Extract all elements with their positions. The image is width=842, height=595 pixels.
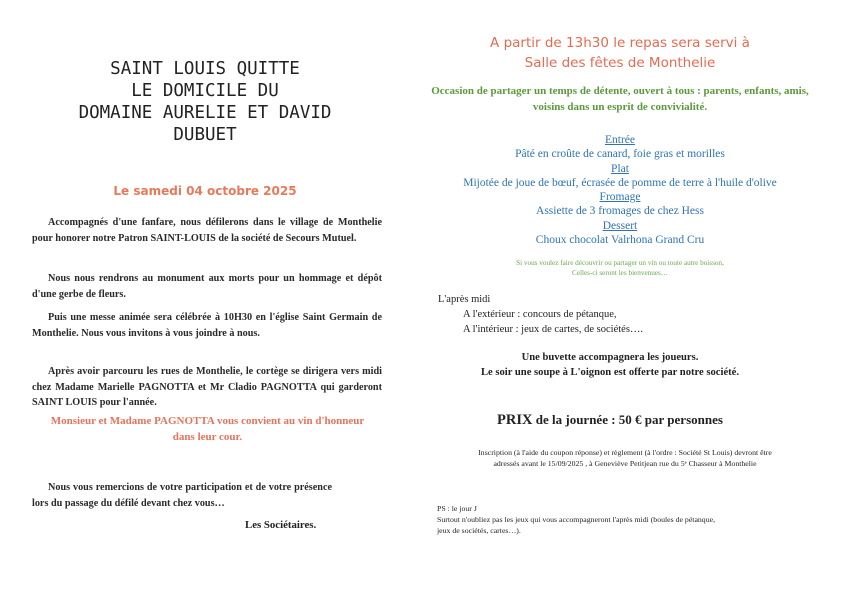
paragraph-messe: Puis une messe animée sera célébrée à 10H30 en l'église Saint Germain de Monthelie. Nous vous invitons à vous joindre à nous. xyxy=(32,312,382,339)
price-text: de la journée : 50 € par personnes xyxy=(532,412,723,427)
menu xyxy=(420,133,820,247)
paragraph-fanfare: Accompagnés d'une fanfare, nous défilerons dans le village de Monthelie pour honorer notre Patron SAINT-LOUIS de la société de Secours Mutuel. xyxy=(32,217,382,244)
afternoon-activities xyxy=(438,292,818,338)
paragraph-monument: Nous nous rendrons au monument aux morts pour un hommage et dépôt d'une gerbe de fleurs. xyxy=(32,273,382,300)
paragraph-cortege: Après avoir parcouru les rues de Monthelie, le cortège se dirigera vers midi chez Madame Marielle PAGNOTTA et Mr Cladio PAGNOTTA qui garderont SAINT LOUIS pour l'année. xyxy=(32,366,382,408)
meal-announcement: A partir de 13h30 le repas sera servi à Salle des fêtes de Monthelie xyxy=(490,35,750,71)
paragraph-thanks: Nous vous remercions de votre participation et de votre présence lors du passage du défilé devant chez vous… xyxy=(32,482,332,509)
menu-item-entree: Pâté en croûte de canard, foie gras et morilles xyxy=(515,148,725,161)
activity-interieur: A l'intérieur : jeux de cartes, de sociétés…. xyxy=(463,324,644,336)
menu-heading-plat: Plat xyxy=(611,162,629,175)
invitation-vin-honneur: Monsieur et Madame PAGNOTTA vous convient au vin d'honneur dans leur cour. xyxy=(50,415,365,443)
menu-heading-fromage: Fromage xyxy=(599,191,641,204)
title-line: SAINT LOUIS QUITTE xyxy=(110,59,300,79)
price-label: PRIX xyxy=(497,412,533,428)
price-line xyxy=(420,412,800,429)
ps-note: PS : le jour J Surtout n'oubliez pas les jeux qui vous accompagneront l'après midi (boules de pétanque, jeux de sociétés, cartes…). xyxy=(437,503,827,536)
title-line: LE DOMICILE DU xyxy=(131,81,279,101)
signature: Les Sociétaires. xyxy=(245,519,317,531)
title-line: DOMAINE AURELIE ET DAVID xyxy=(78,103,332,123)
ps-heading: PS : le jour J xyxy=(437,504,477,513)
menu-item-plat: Mijotée de joue de bœuf, écrasée de pomme de terre à l'huile d'olive xyxy=(463,176,777,189)
activity-exterieur: A l'extérieur : concours de pétanque, xyxy=(463,309,617,321)
occasion-text: Occasion de partager un temps de détente, ouvert à tous : parents, enfants, amis, voisins dans un esprit de convivialité. xyxy=(431,85,809,113)
afternoon-heading: L'après midi xyxy=(438,294,491,305)
menu-heading-dessert: Dessert xyxy=(602,219,638,232)
wine-note: Si vous voulez faire découvrir ou partager un vin ou toute autre boisson, Celles-ci seront les bienvenues… xyxy=(516,259,724,277)
menu-item-dessert: Choux chocolat Valrhona Grand Cru xyxy=(535,234,705,247)
inscription-note: Inscription (à l'aide du coupon réponse) et règlement (à l'ordre : Société St Louis) devront être adressés avant le 15/09/2025 , à Geneviève Petitjean rue du 5ᵉ Chasseur à Monthelie xyxy=(478,448,772,468)
page-title xyxy=(40,58,370,146)
title-line: DUBUET xyxy=(173,125,237,145)
menu-heading-entree: Entrée xyxy=(604,134,635,146)
buvette-soupe: Une buvette accompagnera les joueurs. Le soir une soupe à L'oignon est offerte par notre société. xyxy=(480,352,740,378)
menu-item-fromage: Assiette de 3 fromages de chez Hess xyxy=(536,205,704,218)
event-date: Le samedi 04 octobre 2025 xyxy=(113,184,297,198)
